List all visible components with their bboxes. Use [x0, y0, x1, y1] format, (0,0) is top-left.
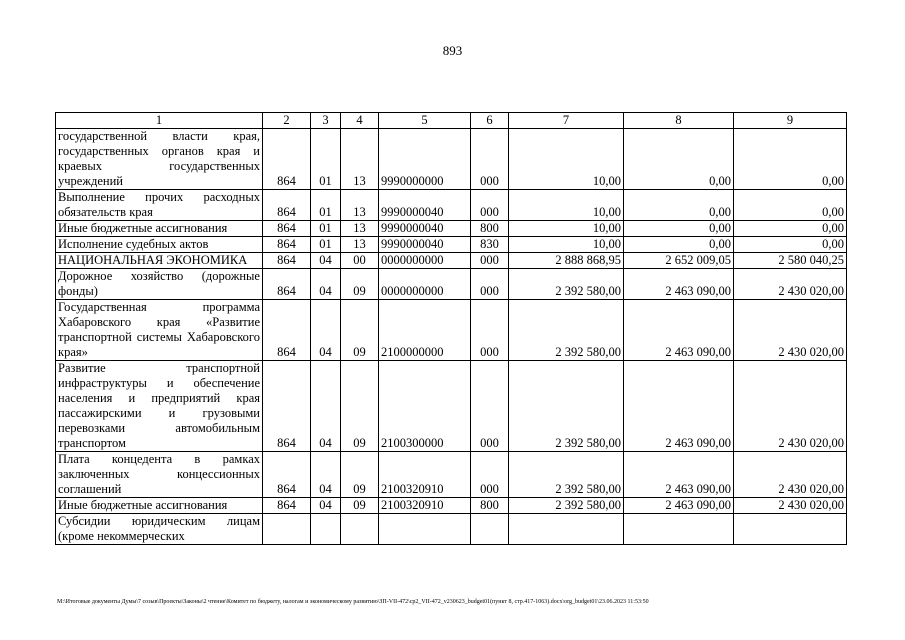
header-row	[56, 113, 847, 129]
column-header: 7	[509, 113, 624, 129]
cell-c7: 10,00	[509, 190, 624, 221]
cell-c4: 09	[341, 361, 379, 452]
cell-c8: 0,00	[624, 190, 734, 221]
cell-c5: 2100300000	[379, 361, 471, 452]
cell-c4	[341, 514, 379, 545]
cell-c9: 2 430 020,00	[734, 300, 847, 361]
cell-c7: 10,00	[509, 237, 624, 253]
table-row	[56, 253, 847, 269]
cell-c9: 0,00	[734, 237, 847, 253]
cell-c3: 01	[311, 221, 341, 237]
row-name-cell: Выполнение прочих расходных обязательств края	[56, 190, 263, 221]
cell-c5: 9990000040	[379, 237, 471, 253]
cell-c3: 01	[311, 129, 341, 190]
cell-c4: 13	[341, 129, 379, 190]
cell-c5: 2100320910	[379, 498, 471, 514]
cell-c4: 13	[341, 237, 379, 253]
cell-c8: 0,00	[624, 221, 734, 237]
cell-c6: 000	[471, 190, 509, 221]
cell-c2: 864	[263, 498, 311, 514]
cell-c9: 0,00	[734, 129, 847, 190]
cell-c2: 864	[263, 237, 311, 253]
cell-c3: 04	[311, 253, 341, 269]
cell-c5: 2100320910	[379, 452, 471, 498]
column-header: 1	[56, 113, 263, 129]
cell-c4: 09	[341, 498, 379, 514]
table-row	[56, 498, 847, 514]
row-name-cell: Иные бюджетные ассигнования	[56, 221, 263, 237]
cell-c2: 864	[263, 361, 311, 452]
cell-c5: 9990000000	[379, 129, 471, 190]
cell-c2: 864	[263, 190, 311, 221]
column-header: 2	[263, 113, 311, 129]
row-name-cell: Государственная программа Хабаровского края «Развитие транспортной системы Хабаровского края»	[56, 300, 263, 361]
cell-c2	[263, 514, 311, 545]
cell-c7: 2 392 580,00	[509, 300, 624, 361]
cell-c2: 864	[263, 129, 311, 190]
cell-c3: 01	[311, 237, 341, 253]
row-name-cell: государственной власти края, государственных органов края и краевых государственных учреждений	[56, 129, 263, 190]
cell-c6: 830	[471, 237, 509, 253]
cell-c3: 04	[311, 361, 341, 452]
cell-c7: 2 392 580,00	[509, 361, 624, 452]
cell-c9: 2 580 040,25	[734, 253, 847, 269]
cell-c7: 10,00	[509, 221, 624, 237]
cell-c3: 04	[311, 498, 341, 514]
cell-c2: 864	[263, 300, 311, 361]
cell-c4: 13	[341, 221, 379, 237]
page-number: 893	[442, 43, 463, 58]
budget-table	[55, 112, 847, 545]
column-header: 6	[471, 113, 509, 129]
column-header: 3	[311, 113, 341, 129]
cell-c4: 09	[341, 269, 379, 300]
cell-c6: 000	[471, 452, 509, 498]
cell-c7: 2 392 580,00	[509, 498, 624, 514]
cell-c8: 2 463 090,00	[624, 361, 734, 452]
row-name-cell: Субсидии юридическим лицам (кроме некоммерческих	[56, 514, 263, 545]
cell-c3: 01	[311, 190, 341, 221]
cell-c4: 13	[341, 190, 379, 221]
table-row	[56, 452, 847, 498]
table-row	[56, 190, 847, 221]
cell-c7: 2 888 868,95	[509, 253, 624, 269]
cell-c5: 0000000000	[379, 269, 471, 300]
cell-c2: 864	[263, 253, 311, 269]
table-row	[56, 300, 847, 361]
cell-c8: 0,00	[624, 129, 734, 190]
column-header: 4	[341, 113, 379, 129]
table-row	[56, 237, 847, 253]
file-path-footer: М:\Итоговые документы Думы\7 созыв\Проекты\Законы\2 чтение\Комитет по бюджету, налогам и экономическому развитию\ЗП-VII-472\ср2_VII-472_v230623_budget01(пункт 8, стр.417-1063).docx\org_budget01\23.06.2023 11:53:50	[57, 599, 649, 605]
cell-c8: 2 463 090,00	[624, 269, 734, 300]
cell-c8: 2 463 090,00	[624, 498, 734, 514]
column-header: 9	[734, 113, 847, 129]
cell-c9: 0,00	[734, 221, 847, 237]
cell-c2: 864	[263, 269, 311, 300]
row-name-cell: НАЦИОНАЛЬНАЯ ЭКОНОМИКА	[56, 253, 263, 269]
cell-c5: 0000000000	[379, 253, 471, 269]
cell-c3	[311, 514, 341, 545]
cell-c7: 2 392 580,00	[509, 452, 624, 498]
cell-c3: 04	[311, 300, 341, 361]
table-row	[56, 361, 847, 452]
column-header: 8	[624, 113, 734, 129]
cell-c6: 000	[471, 129, 509, 190]
cell-c5	[379, 514, 471, 545]
cell-c4: 09	[341, 452, 379, 498]
cell-c6: 800	[471, 221, 509, 237]
table-row	[56, 269, 847, 300]
cell-c2: 864	[263, 452, 311, 498]
cell-c9: 2 430 020,00	[734, 269, 847, 300]
cell-c6: 000	[471, 300, 509, 361]
cell-c9: 0,00	[734, 190, 847, 221]
cell-c2: 864	[263, 221, 311, 237]
cell-c8: 2 463 090,00	[624, 452, 734, 498]
cell-c9	[734, 514, 847, 545]
cell-c8: 0,00	[624, 237, 734, 253]
cell-c9: 2 430 020,00	[734, 498, 847, 514]
cell-c3: 04	[311, 452, 341, 498]
cell-c7	[509, 514, 624, 545]
cell-c6: 800	[471, 498, 509, 514]
cell-c5: 9990000040	[379, 221, 471, 237]
cell-c8: 2 463 090,00	[624, 300, 734, 361]
row-name-cell: Иные бюджетные ассигнования	[56, 498, 263, 514]
cell-c8	[624, 514, 734, 545]
row-name-cell: Исполнение судебных актов	[56, 237, 263, 253]
cell-c3: 04	[311, 269, 341, 300]
table-row	[56, 129, 847, 190]
cell-c5: 2100000000	[379, 300, 471, 361]
row-name-cell: Дорожное хозяйство (дорожные фонды)	[56, 269, 263, 300]
cell-c9: 2 430 020,00	[734, 361, 847, 452]
table-body	[56, 113, 847, 545]
cell-c9: 2 430 020,00	[734, 452, 847, 498]
table-row	[56, 221, 847, 237]
cell-c6: 000	[471, 361, 509, 452]
cell-c7: 10,00	[509, 129, 624, 190]
row-name-cell: Плата концедента в рамках заключенных концессионных соглашений	[56, 452, 263, 498]
table-row	[56, 514, 847, 545]
row-name-cell: Развитие транспортной инфраструктуры и обеспечение населения и предприятий края пассажирскими и грузовыми перевозками автомобильным транспортом	[56, 361, 263, 452]
cell-c5: 9990000040	[379, 190, 471, 221]
cell-c4: 00	[341, 253, 379, 269]
cell-c6: 000	[471, 253, 509, 269]
cell-c6	[471, 514, 509, 545]
column-header: 5	[379, 113, 471, 129]
cell-c7: 2 392 580,00	[509, 269, 624, 300]
cell-c6: 000	[471, 269, 509, 300]
cell-c4: 09	[341, 300, 379, 361]
cell-c8: 2 652 009,05	[624, 253, 734, 269]
